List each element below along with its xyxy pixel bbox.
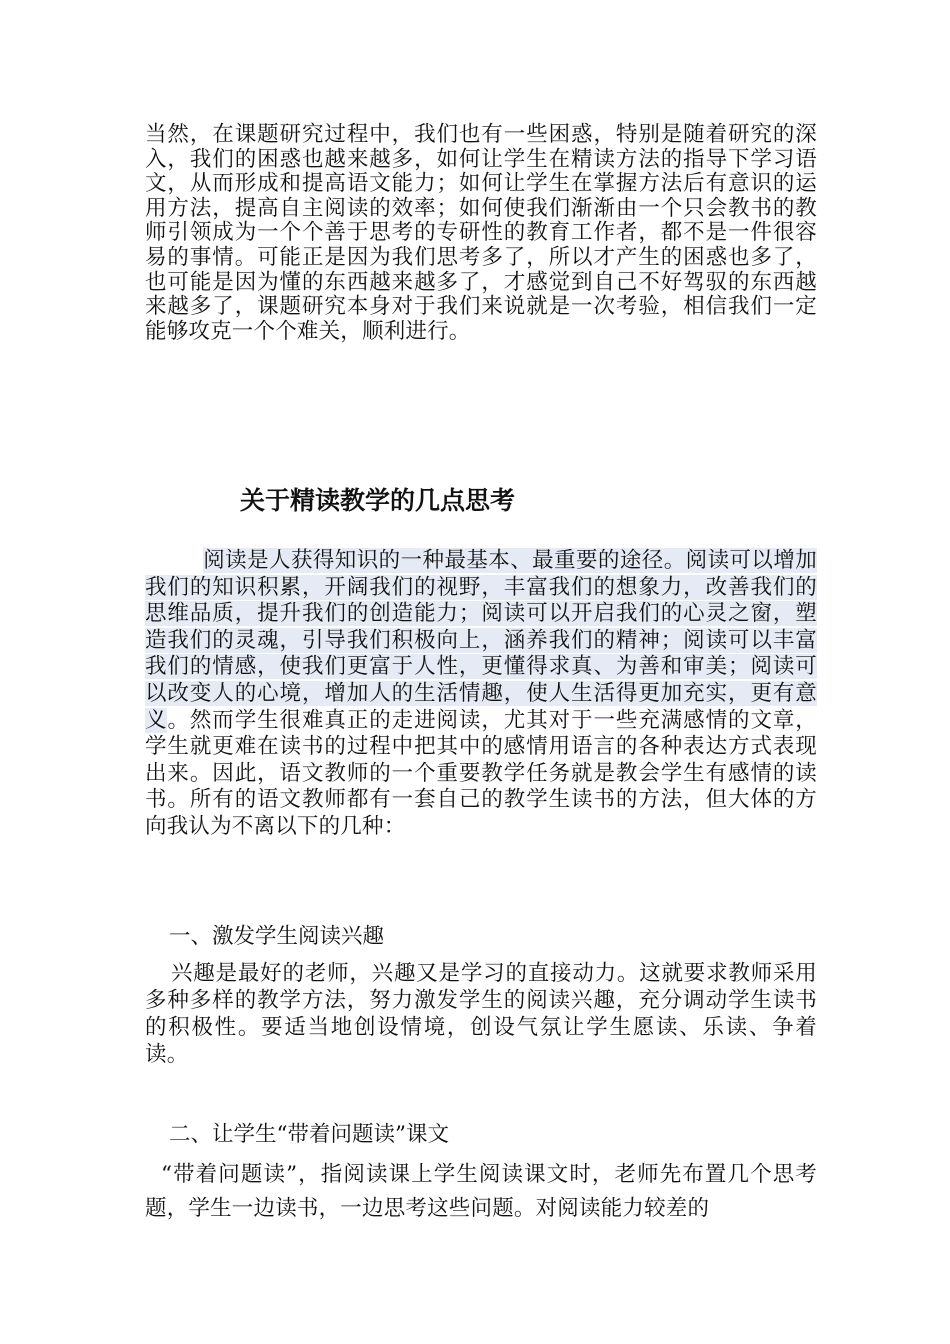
paragraph-difficulties <box>145 123 817 344</box>
paragraph-2-rest: 。然而学生很难真正的走进阅读，尤其对于一些充满感情的文章，学生就更难在读书的过程中把其中的感情用语言的各种表达方式表现出来。因此，语文教师的一个重要教学任务就是教会学生有感情的读书。所有的语文教师都有一套自己的教学生读书的方法，但大体的方向我认为不离以下的几种： <box>145 707 818 839</box>
section-2-body <box>145 1158 817 1226</box>
paragraph-1-text: 当然，在课题研究过程中，我们也有一些困惑，特别是随着研究的深入，我们的困惑也越来越多，如何让学生在精读方法的指导下学习语文，从而形成和提高语文能力；如何让学生在掌握方法后有意识的运用方法，提高自主阅读的效率；如何使我们渐渐由一个只会教书的教师引领成为一个个善于思考的专研性的教育工作者，都不是一件很容易的事情。可能正是因为我们思考多了，所以才产生的困惑也多了，也可能是因为懂的东西越来越多了，才感觉到自己不好驾驭的东西越来越多了，课题研究本身对于我们来说就是一次考验，相信我们一定能够攻克一个个难关，顺利进行。 <box>145 122 817 344</box>
section-1-body <box>145 960 817 1068</box>
section-1-heading: 一、激发学生阅读兴趣 <box>169 924 385 949</box>
paragraph-reading-importance <box>145 548 817 841</box>
page-title: 关于精读教学的几点思考 <box>240 486 516 515</box>
section-1-text: 兴趣是最好的老师，兴趣又是学习的直接动力。这就要求教师采用多种多样的教学方法，努力激发学生的阅读兴趣，充分调动学生读书的积极性。要适当地创设情境，创设气氛让学生愿读、乐读、争着读。 <box>145 961 817 1067</box>
paragraph-2-text <box>145 548 817 841</box>
section-2-text: “带着问题读”，指阅读课上学生阅读课文时，老师先布置几个思考题，学生一边读书，一边思考这些问题。对阅读能力较差的 <box>145 1162 817 1221</box>
section-2-heading: 二、让学生“带着问题读”课文 <box>169 1122 449 1147</box>
paragraph-2-highlighted: 阅读是人获得知识的一种最基本、最重要的途径。阅读可以增加我们的知识积累，开阔我们的视野，丰富我们的想象力，改善我们的思维品质，提升我们的创造能力；阅读可以开启我们的心灵之窗，塑造我们的灵魂，引导我们积极向上，涵养我们的精神；阅读可以丰富我们的情感，使我们更富于人性，更懂得求真、为善和审美；阅读可以改变人的心境，增加人的生活情趣，使人生活得更加充实，更有意义 <box>145 548 817 733</box>
